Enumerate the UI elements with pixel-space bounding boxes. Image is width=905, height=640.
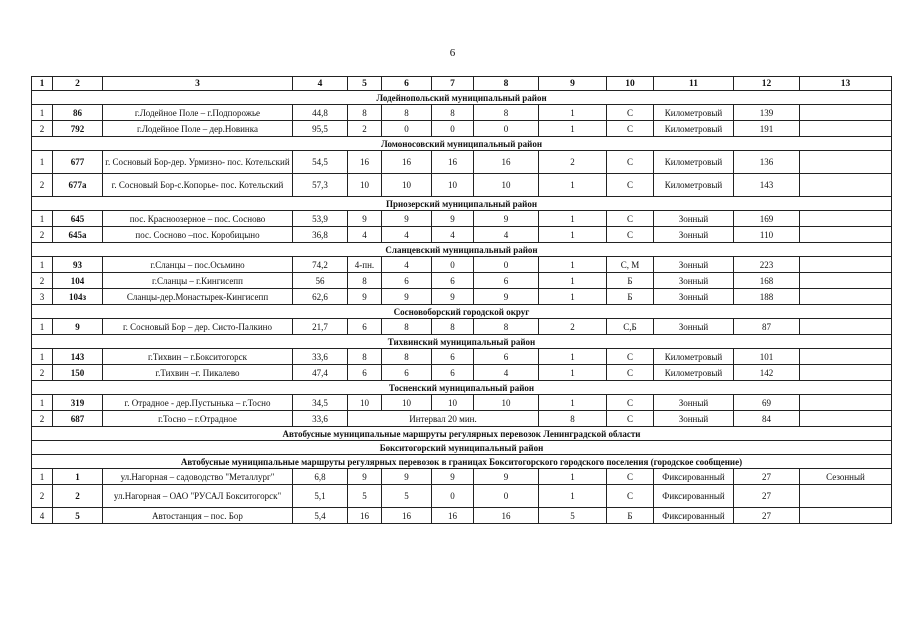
table-cell: 16 <box>474 151 539 174</box>
table-row <box>32 227 892 243</box>
table-cell: 10 <box>432 174 474 197</box>
table-cell <box>800 485 892 508</box>
section-title: Приозерский муниципальный район <box>32 197 892 211</box>
table-cell: г.Тосно – г.Отрадное <box>103 411 293 427</box>
table-cell: 8 <box>382 349 432 365</box>
table-cell: ул.Нагорная – садоводство "Металлург" <box>103 469 293 485</box>
table-row <box>32 469 892 485</box>
table-cell: 2 <box>32 485 53 508</box>
table-cell: 1 <box>539 105 607 121</box>
table-cell: С <box>607 105 654 121</box>
table-cell: Километровый <box>654 349 734 365</box>
table-cell: 2 <box>32 273 53 289</box>
table-cell: С <box>607 227 654 243</box>
table-cell <box>800 395 892 411</box>
table-cell: 8 <box>432 319 474 335</box>
table-cell <box>800 365 892 381</box>
section-row <box>32 381 892 395</box>
table-cell: Зонный <box>654 257 734 273</box>
column-header: 4 <box>293 77 348 91</box>
table-cell: 1 <box>32 151 53 174</box>
table-cell: 33,6 <box>293 349 348 365</box>
table-cell: 191 <box>734 121 800 137</box>
table-cell: 6 <box>348 365 382 381</box>
table-cell: 1 <box>539 273 607 289</box>
table-cell: 1 <box>539 469 607 485</box>
table-cell: 95,5 <box>293 121 348 137</box>
table-cell: 0 <box>382 121 432 137</box>
table-cell: 1 <box>539 227 607 243</box>
table-cell: 1 <box>539 395 607 411</box>
table-row <box>32 485 892 508</box>
table-cell: 1 <box>539 257 607 273</box>
table-cell: 16 <box>382 151 432 174</box>
table-cell: 74,2 <box>293 257 348 273</box>
table-cell: 6 <box>432 273 474 289</box>
table-cell: 645а <box>53 227 103 243</box>
table-cell: 5 <box>348 485 382 508</box>
section-title: Автобусные муниципальные маршруты регулярных перевозок Ленинградской области <box>32 427 892 441</box>
table-cell: 6 <box>348 319 382 335</box>
table-cell: 5 <box>539 508 607 524</box>
table-cell: 27 <box>734 469 800 485</box>
table-cell: 8 <box>474 105 539 121</box>
table-cell: 10 <box>348 174 382 197</box>
table-cell: 16 <box>432 151 474 174</box>
table-cell: 1 <box>32 319 53 335</box>
table-cell: С <box>607 121 654 137</box>
table-cell: 645 <box>53 211 103 227</box>
table-cell: 8 <box>474 319 539 335</box>
table-cell: Сланцы-дер.Монастырек-Кингисепп <box>103 289 293 305</box>
table-cell: 6 <box>474 273 539 289</box>
interval-cell: Интервал 20 мин. <box>348 411 539 427</box>
table-cell: 87 <box>734 319 800 335</box>
table-cell: С <box>607 365 654 381</box>
table-cell: 677 <box>53 151 103 174</box>
table-cell: 110 <box>734 227 800 243</box>
table-cell: 6 <box>382 365 432 381</box>
table-cell: С,Б <box>607 319 654 335</box>
table-cell: 9 <box>348 211 382 227</box>
table-cell: 16 <box>432 508 474 524</box>
table-row <box>32 508 892 524</box>
table-cell <box>800 257 892 273</box>
table-cell: 16 <box>382 508 432 524</box>
table-cell: г.Сланцы – г.Кингисепп <box>103 273 293 289</box>
table-cell: 10 <box>432 395 474 411</box>
table-cell: 10 <box>382 395 432 411</box>
table-cell: С <box>607 469 654 485</box>
table-cell: 1 <box>539 121 607 137</box>
table-cell: 62,6 <box>293 289 348 305</box>
table-cell <box>800 273 892 289</box>
table-cell: 8 <box>539 411 607 427</box>
table-cell: 1 <box>32 211 53 227</box>
table-cell: 93 <box>53 257 103 273</box>
table-cell: 84 <box>734 411 800 427</box>
table-cell: 4 <box>382 227 432 243</box>
column-header: 6 <box>382 77 432 91</box>
table-cell <box>800 121 892 137</box>
table-cell: 1 <box>32 257 53 273</box>
table-cell: 0 <box>474 485 539 508</box>
column-header: 10 <box>607 77 654 91</box>
table-cell: 9 <box>382 289 432 305</box>
column-header: 7 <box>432 77 474 91</box>
column-header: 12 <box>734 77 800 91</box>
table-cell: 9 <box>474 469 539 485</box>
table-cell: С <box>607 174 654 197</box>
table-cell <box>800 289 892 305</box>
table-cell: Фиксированный <box>654 508 734 524</box>
table-cell: 142 <box>734 365 800 381</box>
table-row <box>32 349 892 365</box>
table-cell: 319 <box>53 395 103 411</box>
table-row <box>32 257 892 273</box>
table-cell: 1 <box>539 211 607 227</box>
column-header: 13 <box>800 77 892 91</box>
table-cell: пос. Сосново –пос. Коробицыно <box>103 227 293 243</box>
table-cell: 2 <box>32 174 53 197</box>
table-cell: С <box>607 151 654 174</box>
table-cell: 1 <box>539 349 607 365</box>
table-cell: 44,8 <box>293 105 348 121</box>
column-header: 1 <box>32 77 53 91</box>
table-cell: 10 <box>382 174 432 197</box>
table-row <box>32 121 892 137</box>
table-cell: г. Сосновый Бор-с.Копорье- пос. Котельский <box>103 174 293 197</box>
table-cell: г. Отрадное - дер.Пустынька – г.Тосно <box>103 395 293 411</box>
table-cell: 33,6 <box>293 411 348 427</box>
table-cell: 9 <box>474 211 539 227</box>
table-cell: 57,3 <box>293 174 348 197</box>
table-cell: 101 <box>734 349 800 365</box>
table-cell: 10 <box>348 395 382 411</box>
table-cell: 8 <box>382 105 432 121</box>
table-cell: 169 <box>734 211 800 227</box>
table-cell: 2 <box>53 485 103 508</box>
table-cell: Б <box>607 289 654 305</box>
table-cell: Сезонный <box>800 469 892 485</box>
section-title: Лодейнопольский муниципальный район <box>32 91 892 105</box>
table-row <box>32 273 892 289</box>
table-cell: Б <box>607 508 654 524</box>
table-cell: 16 <box>474 508 539 524</box>
table-cell: Б <box>607 273 654 289</box>
table-cell: 0 <box>432 485 474 508</box>
table-cell: 8 <box>432 105 474 121</box>
table-cell: 4 <box>474 227 539 243</box>
table-cell: 1 <box>539 485 607 508</box>
table-cell: С <box>607 349 654 365</box>
table-cell: 6 <box>432 349 474 365</box>
table-cell <box>800 174 892 197</box>
table-cell: 687 <box>53 411 103 427</box>
table-cell: 9 <box>382 211 432 227</box>
column-header: 11 <box>654 77 734 91</box>
table-cell <box>800 411 892 427</box>
table-cell <box>800 227 892 243</box>
table-cell: г.Тихвин –г. Пикалево <box>103 365 293 381</box>
table-cell: Зонный <box>654 395 734 411</box>
table-cell: пос. Красноозерное – пос. Сосново <box>103 211 293 227</box>
table-cell: С <box>607 411 654 427</box>
table-cell: 86 <box>53 105 103 121</box>
table-cell: 56 <box>293 273 348 289</box>
table-cell: 143 <box>734 174 800 197</box>
section-row <box>32 427 892 441</box>
table-cell: 9 <box>348 289 382 305</box>
section-row <box>32 243 892 257</box>
table-cell: 5 <box>53 508 103 524</box>
table-cell: 8 <box>348 273 382 289</box>
table-cell: 16 <box>348 508 382 524</box>
table-cell: 104з <box>53 289 103 305</box>
table-cell: 10 <box>474 174 539 197</box>
table-cell: 36,8 <box>293 227 348 243</box>
table-cell <box>800 319 892 335</box>
section-title: Сланцевский муниципальный район <box>32 243 892 257</box>
table-cell: 677а <box>53 174 103 197</box>
table-cell <box>800 508 892 524</box>
table-cell: 792 <box>53 121 103 137</box>
section-title: Бокситогорский муниципальный район <box>32 441 892 455</box>
table-cell: ул.Нагорная – ОАО "РУСАЛ Бокситогорск" <box>103 485 293 508</box>
table-cell: 0 <box>432 257 474 273</box>
table-cell: Фиксированный <box>654 485 734 508</box>
section-row <box>32 335 892 349</box>
table-cell: Фиксированный <box>654 469 734 485</box>
table-cell: 47,4 <box>293 365 348 381</box>
table-cell: г. Сосновый Бор – дер. Систо-Палкино <box>103 319 293 335</box>
table-row <box>32 289 892 305</box>
table-cell: 4 <box>348 227 382 243</box>
table-cell: 8 <box>348 105 382 121</box>
table-cell: Километровый <box>654 365 734 381</box>
table-cell: С <box>607 485 654 508</box>
table-cell: 8 <box>382 319 432 335</box>
section-row <box>32 137 892 151</box>
table-cell: 5,1 <box>293 485 348 508</box>
table-cell: 27 <box>734 508 800 524</box>
table-cell <box>800 349 892 365</box>
table-cell: 9 <box>432 469 474 485</box>
table-row <box>32 174 892 197</box>
table-cell: 1 <box>539 174 607 197</box>
table-cell: С <box>607 211 654 227</box>
table-cell: 2 <box>32 227 53 243</box>
table-cell: 0 <box>474 121 539 137</box>
section-title: Сосновоборский городской округ <box>32 305 892 319</box>
column-header: 8 <box>474 77 539 91</box>
table-cell: Зонный <box>654 227 734 243</box>
table-cell: г.Сланцы – пос.Осьмино <box>103 257 293 273</box>
table-row <box>32 105 892 121</box>
table-cell <box>800 151 892 174</box>
table-cell: Километровый <box>654 121 734 137</box>
table-cell: г.Лодейное Поле – дер.Новинка <box>103 121 293 137</box>
table-cell: 1 <box>32 105 53 121</box>
table-cell: 2 <box>32 121 53 137</box>
section-title: Тосненский муниципальный район <box>32 381 892 395</box>
table-cell: г.Лодейное Поле – г.Подпорожье <box>103 105 293 121</box>
table-cell: 5,4 <box>293 508 348 524</box>
table-cell: 9 <box>382 469 432 485</box>
table-cell: С, М <box>607 257 654 273</box>
table-cell: 9 <box>348 469 382 485</box>
table-cell: Зонный <box>654 411 734 427</box>
table-cell: 69 <box>734 395 800 411</box>
section-row <box>32 305 892 319</box>
section-row <box>32 441 892 455</box>
table-cell: 10 <box>474 395 539 411</box>
table-cell: 6 <box>474 349 539 365</box>
table-cell: 8 <box>348 349 382 365</box>
table-cell: 223 <box>734 257 800 273</box>
table-cell: 2 <box>539 319 607 335</box>
table-row <box>32 151 892 174</box>
table-cell: Километровый <box>654 105 734 121</box>
table-row <box>32 211 892 227</box>
table-cell: 9 <box>432 289 474 305</box>
table-cell: 150 <box>53 365 103 381</box>
table-cell: 0 <box>474 257 539 273</box>
section-title: Тихвинский муниципальный район <box>32 335 892 349</box>
table-cell: С <box>607 395 654 411</box>
table-cell <box>800 211 892 227</box>
table-cell: 0 <box>432 121 474 137</box>
table-cell: Километровый <box>654 174 734 197</box>
table-cell: 54,5 <box>293 151 348 174</box>
table-cell: 2 <box>32 411 53 427</box>
table-cell: 6 <box>382 273 432 289</box>
table-cell: 1 <box>539 365 607 381</box>
table-cell: 3 <box>32 289 53 305</box>
table-cell: 1 <box>32 349 53 365</box>
table-cell: 9 <box>53 319 103 335</box>
table-cell: Зонный <box>654 211 734 227</box>
table-cell: 4 <box>474 365 539 381</box>
section-row <box>32 91 892 105</box>
table-cell: 5 <box>382 485 432 508</box>
section-row <box>32 455 892 469</box>
table-cell: 168 <box>734 273 800 289</box>
table-cell: 139 <box>734 105 800 121</box>
section-title: Ломоносовский муниципальный район <box>32 137 892 151</box>
table-cell: Зонный <box>654 273 734 289</box>
table-cell: 1 <box>32 395 53 411</box>
page-number: 6 <box>449 47 456 59</box>
column-header: 5 <box>348 77 382 91</box>
table-cell: 104 <box>53 273 103 289</box>
table-cell: 4 <box>32 508 53 524</box>
section-title: Автобусные муниципальные маршруты регулярных перевозок в границах Бокситогорского городского поселения (городское сообщение) <box>32 455 892 469</box>
table-cell: г. Сосновый Бор-дер. Урмизно- пос. Котельский <box>103 151 293 174</box>
table-cell: 143 <box>53 349 103 365</box>
table-cell: Зонный <box>654 319 734 335</box>
column-header: 9 <box>539 77 607 91</box>
table-row <box>32 395 892 411</box>
table-cell: Зонный <box>654 289 734 305</box>
table-cell: 16 <box>348 151 382 174</box>
section-row <box>32 197 892 211</box>
column-header: 3 <box>103 77 293 91</box>
table-cell: Километровый <box>654 151 734 174</box>
table-cell: 6,8 <box>293 469 348 485</box>
table-cell: 34,5 <box>293 395 348 411</box>
table-cell: 4-пн. <box>348 257 382 273</box>
table-row <box>32 319 892 335</box>
table-row <box>32 411 892 427</box>
table-cell: 1 <box>53 469 103 485</box>
table-body <box>32 91 892 524</box>
table-cell: 2 <box>32 365 53 381</box>
table-cell: 21,7 <box>293 319 348 335</box>
table-cell: 9 <box>432 211 474 227</box>
table-cell: 27 <box>734 485 800 508</box>
table-cell: Автостанция – пос. Бор <box>103 508 293 524</box>
table-cell: 53,9 <box>293 211 348 227</box>
table-cell: 1 <box>32 469 53 485</box>
table-cell: 136 <box>734 151 800 174</box>
table-cell: 2 <box>348 121 382 137</box>
table-cell: 188 <box>734 289 800 305</box>
table-cell: г.Тихвин – г.Бокситогорск <box>103 349 293 365</box>
column-header: 2 <box>53 77 103 91</box>
table-cell: 6 <box>432 365 474 381</box>
routes-table <box>31 76 892 524</box>
table-cell <box>800 105 892 121</box>
table-cell: 9 <box>474 289 539 305</box>
header-row <box>32 77 892 91</box>
table-cell: 4 <box>432 227 474 243</box>
table-row <box>32 365 892 381</box>
table-cell: 2 <box>539 151 607 174</box>
table-cell: 1 <box>539 289 607 305</box>
table-cell: 4 <box>382 257 432 273</box>
